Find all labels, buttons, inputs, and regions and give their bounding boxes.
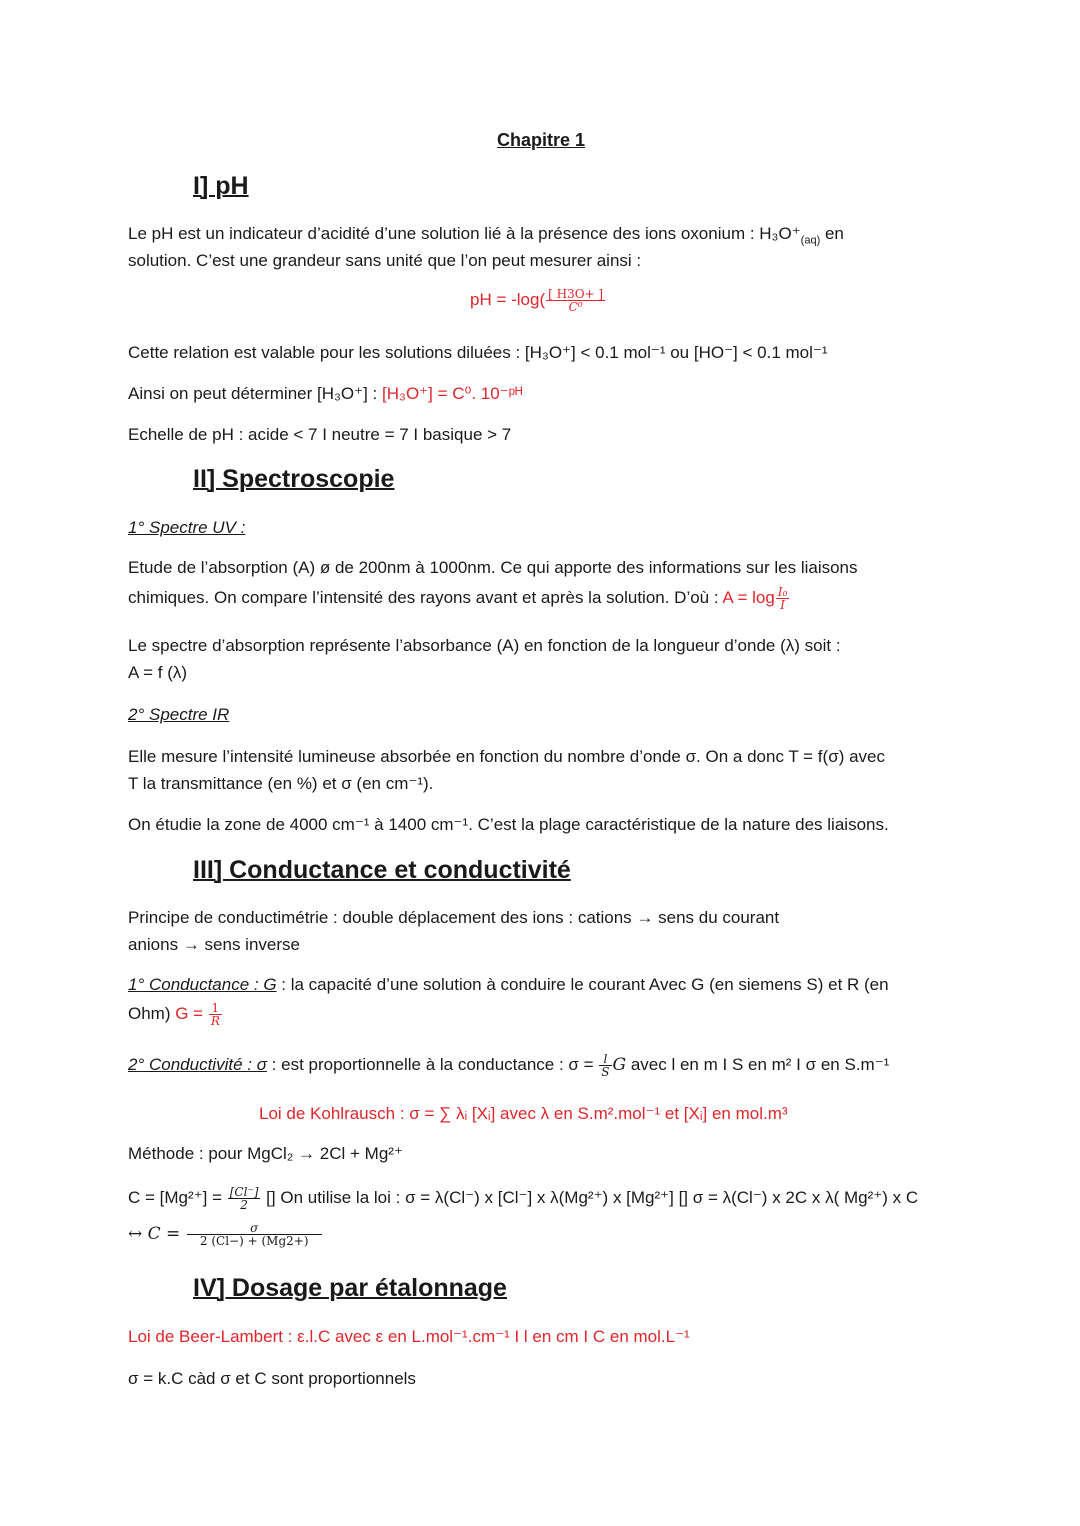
conductivite-num: l [599, 1053, 611, 1066]
uv-formula-num: I₀ [777, 585, 788, 599]
section-heading-ph: I] pH [193, 172, 249, 200]
methode-formula-line2 [128, 1222, 323, 1247]
ph-validity: Cette relation est valable pour les solutions diluées : [H₃O⁺] < 0.1 mol⁻¹ ou [HO⁻] < 0.1 mol⁻¹ [128, 343, 828, 362]
uv-line1: Etude de l’absorption (A) ø de 200nm à 1000nm. Ce qui apporte des informations sur les liaisons [128, 558, 858, 577]
conductance-fraction [209, 1002, 222, 1027]
ph-formula-left: pH = -log( [470, 289, 546, 309]
methode-c-eq: C = [Mg²⁺] = [128, 1187, 227, 1207]
conductivite-den: S [601, 1065, 610, 1079]
subheading-uv: 1° Spectre UV : [128, 518, 246, 537]
ph-scale: Echelle de pH : acide < 7 I neutre = 7 I basique > 7 [128, 425, 512, 444]
subheading-conductance: 1° Conductance : G [128, 975, 277, 994]
ph-determine-formula: [H₃O⁺] = C⁰. 10⁻ᵖᴴ [382, 384, 523, 403]
methode-c-equiv: ↔ C = [128, 1223, 186, 1244]
subheading-conductivite: 2° Conductivité : σ [128, 1054, 267, 1074]
uv-formula-den: I [780, 598, 785, 612]
section-heading-spectroscopie: II] Spectroscopie [193, 465, 395, 493]
conductance-num: 1 [209, 1002, 222, 1015]
methode-law-text: [] On utilise la loi : σ = λ(Cl⁻) x [Cl⁻] x λ(Mg²⁺) x [Mg²⁺] [] σ = λ(Cl⁻) x 2C x λ( Mg²⁺) x C [261, 1187, 919, 1207]
conductivite-fraction [599, 1053, 611, 1078]
ph-formula-den: C⁰ [568, 300, 583, 314]
methode-fraction2-num: σ [187, 1222, 322, 1235]
uv-absorbance-formula [722, 585, 790, 612]
methode-fraction2-den: 2 (Cl−) + (Mg2+) [199, 1234, 309, 1248]
methode-formula-line1 [128, 1186, 918, 1211]
uv-line2-text: chimiques. On compare l’intensité des rayons avant et après la solution. D’où : [128, 587, 723, 607]
uv-formula-fraction [776, 586, 790, 611]
conductance-formula [175, 1001, 223, 1028]
ph-formula-fraction [546, 288, 605, 313]
conductance-ohm: Ohm) [128, 1003, 176, 1023]
conductivite-units: avec l en m I S en m² I σ en S.m⁻¹ [626, 1054, 890, 1074]
uv-line2 [128, 586, 790, 611]
proportionality-line: σ = k.C càd σ et C sont proportionnels [128, 1369, 416, 1388]
conductance-line1 [128, 975, 889, 995]
uv-formula-log: A = log [722, 587, 775, 607]
uv-line3: Le spectre d’absorption représente l’absorbance (A) en fonction de la longueur d’onde (λ) soit : [128, 636, 841, 655]
ir-line3: On étudie la zone de 4000 cm⁻¹ à 1400 cm⁻¹. C’est la plage caractéristique de la nature des liaisons. [128, 815, 889, 834]
ph-def-text: Le pH est un indicateur d’acidité d’une solution lié à la présence des ions oxonium : H₃O⁺ [128, 224, 801, 243]
ir-line1: Elle mesure l’intensité lumineuse absorbée en fonction du nombre d’onde σ. On a donc T = f(σ) avec [128, 747, 885, 766]
methode-line: Méthode : pour MgCl₂ → 2Cl + Mg²⁺ [128, 1144, 403, 1163]
ph-definition-line1 [128, 224, 844, 246]
ph-def-end: en [820, 224, 844, 243]
ph-determine-text: Ainsi on peut déterminer [H₃O⁺] : [128, 384, 383, 403]
methode-fraction1 [228, 1186, 261, 1211]
methode-fraction2 [187, 1222, 322, 1247]
ph-def-aq: (aq) [800, 234, 821, 247]
conductance-den: R [210, 1014, 220, 1028]
conductance-line2 [128, 1002, 223, 1027]
ir-line2: T la transmittance (en %) et σ (en cm⁻¹). [128, 774, 434, 793]
beer-lambert-law: Loi de Beer-Lambert : ε.l.C avec ε en L.mol⁻¹.cm⁻¹ I l en cm I C en mol.L⁻¹ [128, 1327, 690, 1346]
methode-fraction1-num: [Cl⁻] [229, 1185, 259, 1199]
conductivite-text: : est proportionnelle à la conductance : σ = [266, 1054, 599, 1074]
conductimetrie-line1: Principe de conductimétrie : double déplacement des ions : cations → sens du courant [128, 908, 780, 927]
conductance-text: : la capacité d’une solution à conduire le courant Avec G (en siemens S) et R (en [276, 975, 889, 994]
ph-determine [128, 384, 522, 404]
ph-formula-num: [ H3O+ ] [548, 287, 604, 301]
section-heading-conductance: III] Conductance et conductivité [193, 856, 571, 884]
uv-line4: A = f (λ) [128, 663, 188, 682]
conductance-formula-left: G = [175, 1003, 208, 1023]
section-heading-dosage: IV] Dosage par étalonnage [193, 1274, 507, 1302]
ph-definition-line2: solution. C’est une grandeur sans unité que l’on peut mesurer ainsi : [128, 251, 642, 270]
conductimetrie-line2: anions → sens inverse [128, 935, 300, 954]
conductivite-g: G [612, 1054, 627, 1075]
conductivite-line [128, 1053, 889, 1078]
methode-fraction1-den: 2 [240, 1198, 248, 1212]
subheading-ir: 2° Spectre IR [128, 705, 230, 724]
ph-formula [470, 288, 606, 313]
kohlrausch-law: Loi de Kohlrausch : σ = ∑ λᵢ [Xᵢ] avec λ en S.m².mol⁻¹ et [Xᵢ] en mol.m³ [259, 1104, 788, 1123]
chapter-title: Chapitre 1 [497, 130, 586, 150]
